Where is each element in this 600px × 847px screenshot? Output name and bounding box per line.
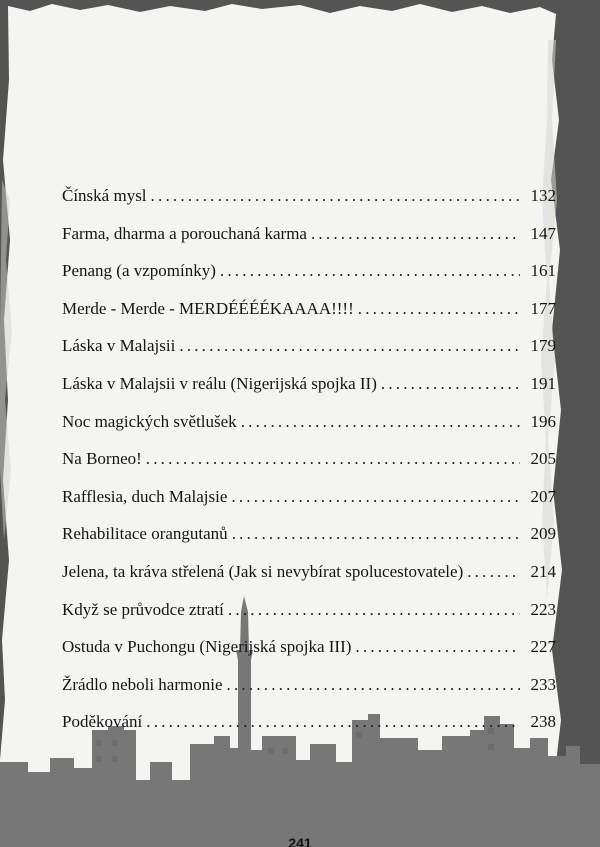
toc-dot-leader [355, 637, 520, 657]
toc-entry [62, 637, 556, 675]
toc-dot-leader [220, 261, 520, 281]
toc-dot-leader [228, 600, 520, 620]
toc-entry-page: 227 [530, 637, 556, 657]
toc-entry-page: 132 [530, 186, 556, 205]
toc-dot-leader [241, 412, 520, 432]
toc-entry [62, 487, 556, 525]
toc-entry [62, 224, 556, 262]
toc-entry-title: Rehabilitace orangutanů [62, 524, 228, 544]
toc-entry-title: Rafflesia, duch Malajsie [62, 486, 228, 506]
toc-entry [62, 336, 556, 374]
toc-entry [62, 675, 556, 713]
toc-entry-page: 205 [530, 449, 556, 469]
toc-dot-leader [227, 675, 520, 695]
toc-entry-title: Čínská mysl [62, 186, 147, 205]
toc-entry-title: Merde - Merde - MERDÉÉÉÉKAAAA!!!! [62, 298, 354, 318]
toc-dot-leader [381, 374, 520, 394]
toc-entry [62, 449, 556, 487]
toc-entry-page: 209 [530, 524, 556, 544]
toc-dot-leader [146, 712, 520, 732]
toc-dot-leader [179, 336, 520, 356]
toc-entry [62, 524, 556, 562]
toc-entry-page: 196 [530, 411, 556, 431]
toc-entry [62, 374, 556, 412]
toc-entry-title: Jelena, ta kráva střelená (Jak si nevybírat spolucestovatele) [62, 561, 464, 581]
toc-entry [62, 186, 556, 224]
toc-entry-page: 179 [530, 336, 556, 356]
toc-entry-title: Na Borneo! [62, 449, 142, 469]
toc-entry-title: Penang (a vzpomínky) [62, 261, 216, 281]
toc-dot-leader [467, 562, 520, 582]
toc-dot-leader [358, 299, 520, 319]
toc-entry-title: Ostuda v Puchongu (Nigerijská spojka III) [62, 637, 352, 657]
toc-entry-title: Noc magických světlušek [62, 411, 237, 431]
page-number: 241 [288, 835, 312, 847]
toc-dot-leader [146, 449, 520, 469]
toc-entry-title: Když se průvodce ztratí [62, 599, 224, 619]
toc-entry-page: 207 [530, 486, 556, 506]
toc-entry-title: Láska v Malajsii [62, 336, 176, 356]
toc-entry-title: Žrádlo neboli harmonie [62, 674, 223, 694]
toc-entry [62, 712, 556, 750]
toc-entry [62, 562, 556, 600]
toc-entry-page: 214 [530, 561, 556, 581]
toc-dot-leader [231, 487, 520, 507]
toc-dot-leader [232, 524, 520, 544]
toc-entry-page: 238 [530, 712, 556, 732]
toc-entry-title: Láska v Malajsii v reálu (Nigerijská spojka II) [62, 373, 377, 393]
toc-entry-page: 147 [530, 223, 556, 243]
toc-entry-title: Farma, dharma a porouchaná karma [62, 223, 307, 243]
toc-entry [62, 299, 556, 337]
toc-entry [62, 412, 556, 450]
toc-entry [62, 261, 556, 299]
toc-dot-leader [151, 186, 520, 206]
toc-entry-page: 191 [530, 373, 556, 393]
toc-dot-leader [311, 224, 520, 244]
toc-entry [62, 600, 556, 638]
toc-entry-page: 161 [530, 261, 556, 281]
toc-entry-page: 177 [530, 298, 556, 318]
table-of-contents [62, 186, 556, 750]
toc-entry-page: 223 [530, 599, 556, 619]
toc-entry-page: 233 [530, 674, 556, 694]
toc-entry-title: Poděkování [62, 712, 143, 732]
